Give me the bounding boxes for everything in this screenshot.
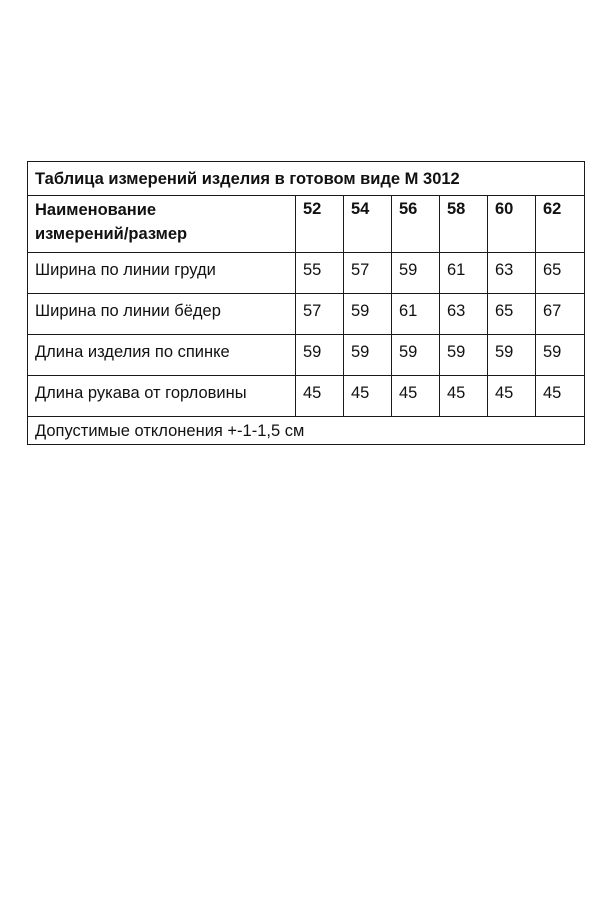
size-header-60: 60 <box>488 196 536 253</box>
table-cell: 59 <box>344 294 392 335</box>
table-cell: 45 <box>392 376 440 417</box>
table-title: Таблица измерений изделия в готовом виде М 3012 <box>28 162 585 196</box>
size-header-54: 54 <box>344 196 392 253</box>
header-name-line2: измерений/размер <box>35 225 188 243</box>
table-cell: 59 <box>344 335 392 376</box>
table-cell: 59 <box>392 335 440 376</box>
table-cell: 61 <box>440 253 488 294</box>
table-cell: 63 <box>488 253 536 294</box>
tolerance-note: Допустимые отклонения +-1-1,5 см <box>28 417 585 445</box>
size-header-52: 52 <box>296 196 344 253</box>
table-row <box>28 335 585 376</box>
table-cell: 59 <box>536 335 585 376</box>
table-cell: 59 <box>440 335 488 376</box>
table-cell: 45 <box>488 376 536 417</box>
size-measurement-table <box>27 161 585 445</box>
table-cell: 59 <box>296 335 344 376</box>
table-cell: 61 <box>392 294 440 335</box>
table-cell: 65 <box>488 294 536 335</box>
row-label-sleeve-length: Длина рукава от горловины <box>28 376 296 417</box>
table-cell: 45 <box>536 376 585 417</box>
note-row <box>28 417 585 445</box>
table-cell: 45 <box>440 376 488 417</box>
header-row <box>28 196 585 253</box>
row-label-back-length: Длина изделия по спинке <box>28 335 296 376</box>
table-row <box>28 376 585 417</box>
row-label-hip-width: Ширина по линии бёдер <box>28 294 296 335</box>
table-cell: 65 <box>536 253 585 294</box>
table-cell: 67 <box>536 294 585 335</box>
table-cell: 55 <box>296 253 344 294</box>
table-cell: 63 <box>440 294 488 335</box>
row-label-chest-width: Ширина по линии груди <box>28 253 296 294</box>
size-header-56: 56 <box>392 196 440 253</box>
table-row <box>28 253 585 294</box>
table-cell: 45 <box>344 376 392 417</box>
table-cell: 59 <box>392 253 440 294</box>
header-name-line1: Наименование <box>35 201 157 219</box>
size-header-58: 58 <box>440 196 488 253</box>
table-cell: 57 <box>296 294 344 335</box>
measurement-name-header <box>28 196 296 253</box>
table-cell: 57 <box>344 253 392 294</box>
table-cell: 45 <box>296 376 344 417</box>
title-row <box>28 162 585 196</box>
size-header-62: 62 <box>536 196 585 253</box>
table-row <box>28 294 585 335</box>
table-cell: 59 <box>488 335 536 376</box>
